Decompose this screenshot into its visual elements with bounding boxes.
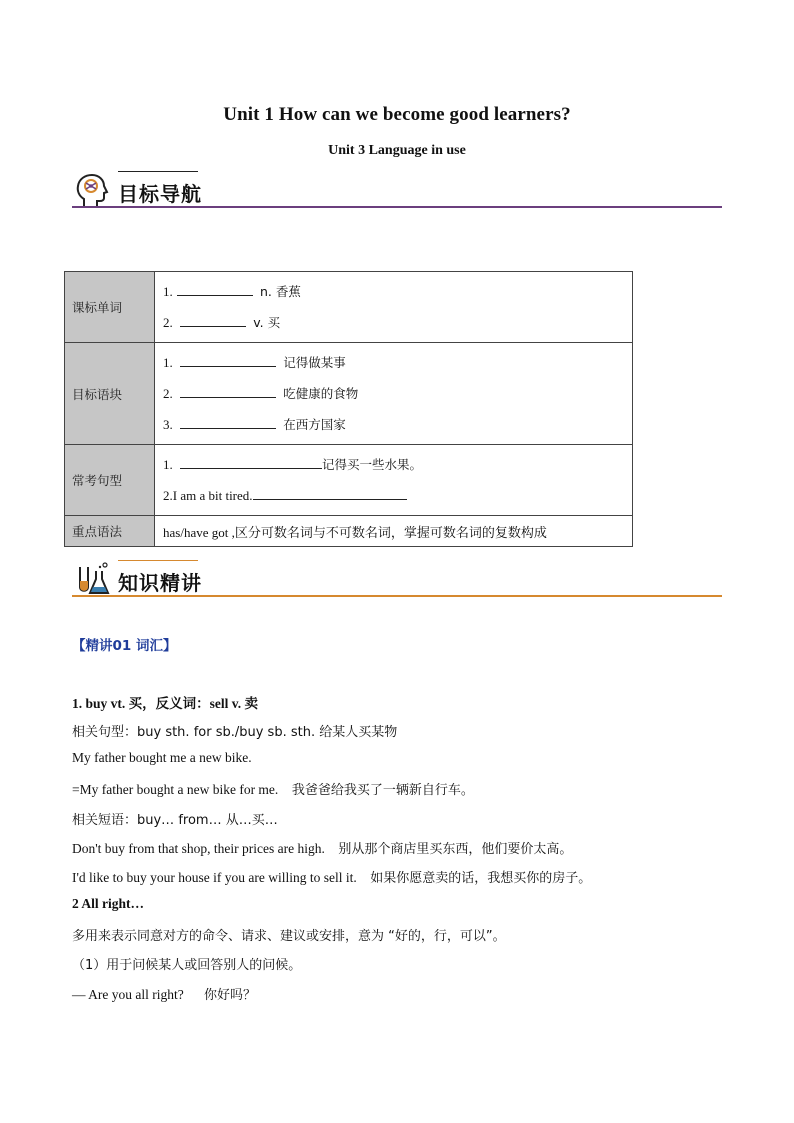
- example-sentence: — Are you all right? 你好吗？: [72, 987, 256, 1003]
- section-divider: [72, 206, 722, 208]
- section-header-goals: [72, 170, 722, 210]
- item1-phrase: 相关短语：buy… from… 从…买…: [72, 813, 278, 828]
- section-heading-goals: 目标导航: [118, 182, 202, 206]
- fill-blank: [180, 455, 322, 469]
- row-header: 常考句型: [65, 445, 155, 516]
- document-title: Unit 1 How can we become good learners?: [223, 104, 571, 125]
- section-topline: [118, 560, 198, 561]
- item2-subpoint: （1）用于问候某人或回答别人的问候。: [72, 958, 302, 973]
- table-row: [65, 445, 633, 516]
- example-sentence: I'd like to buy your house if you are willing to sell it. 如果你愿意卖的话，我想买你的房子。: [72, 870, 592, 886]
- document-subtitle: Unit 3 Language in use: [328, 143, 466, 158]
- row-header: 课标单词: [65, 272, 155, 343]
- lab-flask-icon: [74, 561, 110, 597]
- section-heading-knowledge: 知识精讲: [118, 571, 202, 595]
- section-header-knowledge: [72, 559, 722, 599]
- fill-blank: [180, 384, 276, 398]
- goals-table: [64, 271, 633, 547]
- table-row: [65, 343, 633, 445]
- row-header: 目标语块: [65, 343, 155, 445]
- row-content: 1. 记得买一些水果。 2.I am a bit tired.: [155, 445, 633, 516]
- item2-description: 多用来表示同意对方的命令、请求、建议或安排，意为 “好的，行，可以”。: [72, 929, 506, 944]
- row-content: 1. n. 香蕉 2. v. 买: [155, 272, 633, 343]
- fill-blank: [180, 353, 276, 367]
- fill-blank: [253, 486, 407, 500]
- example-sentence: =My father bought a new bike for me. 我爸爸给我买了一辆新自行车。: [72, 782, 474, 798]
- table-row: [65, 516, 633, 547]
- section-topline: [118, 171, 198, 172]
- fill-blank: [177, 282, 253, 296]
- example-sentence: Don't buy from that shop, their prices are high. 别从那个商店里买东西，他们要价太高。: [72, 841, 573, 857]
- item1-pattern: 相关句型：buy sth. for sb./buy sb. sth. 给某人买某物: [72, 725, 398, 740]
- fill-blank: [180, 313, 246, 327]
- row-content: has/have got ,区分可数名词与不可数名词，掌握可数名词的复数构成: [155, 516, 633, 547]
- section-divider: [72, 595, 722, 597]
- subsection-heading: 【精讲01 词汇】: [72, 638, 177, 654]
- example-sentence: My father bought me a new bike.: [72, 750, 252, 765]
- row-content: 1. 记得做某事 2. 吃健康的食物 3. 在西方国家: [155, 343, 633, 445]
- row-header: 重点语法: [65, 516, 155, 547]
- fill-blank: [180, 415, 276, 429]
- item2-heading: 2 All right…: [72, 896, 145, 911]
- head-brain-icon: [74, 172, 110, 208]
- item1-heading: 1. buy vt. 买，反义词：sell v. 卖: [72, 696, 259, 711]
- table-row: [65, 272, 633, 343]
